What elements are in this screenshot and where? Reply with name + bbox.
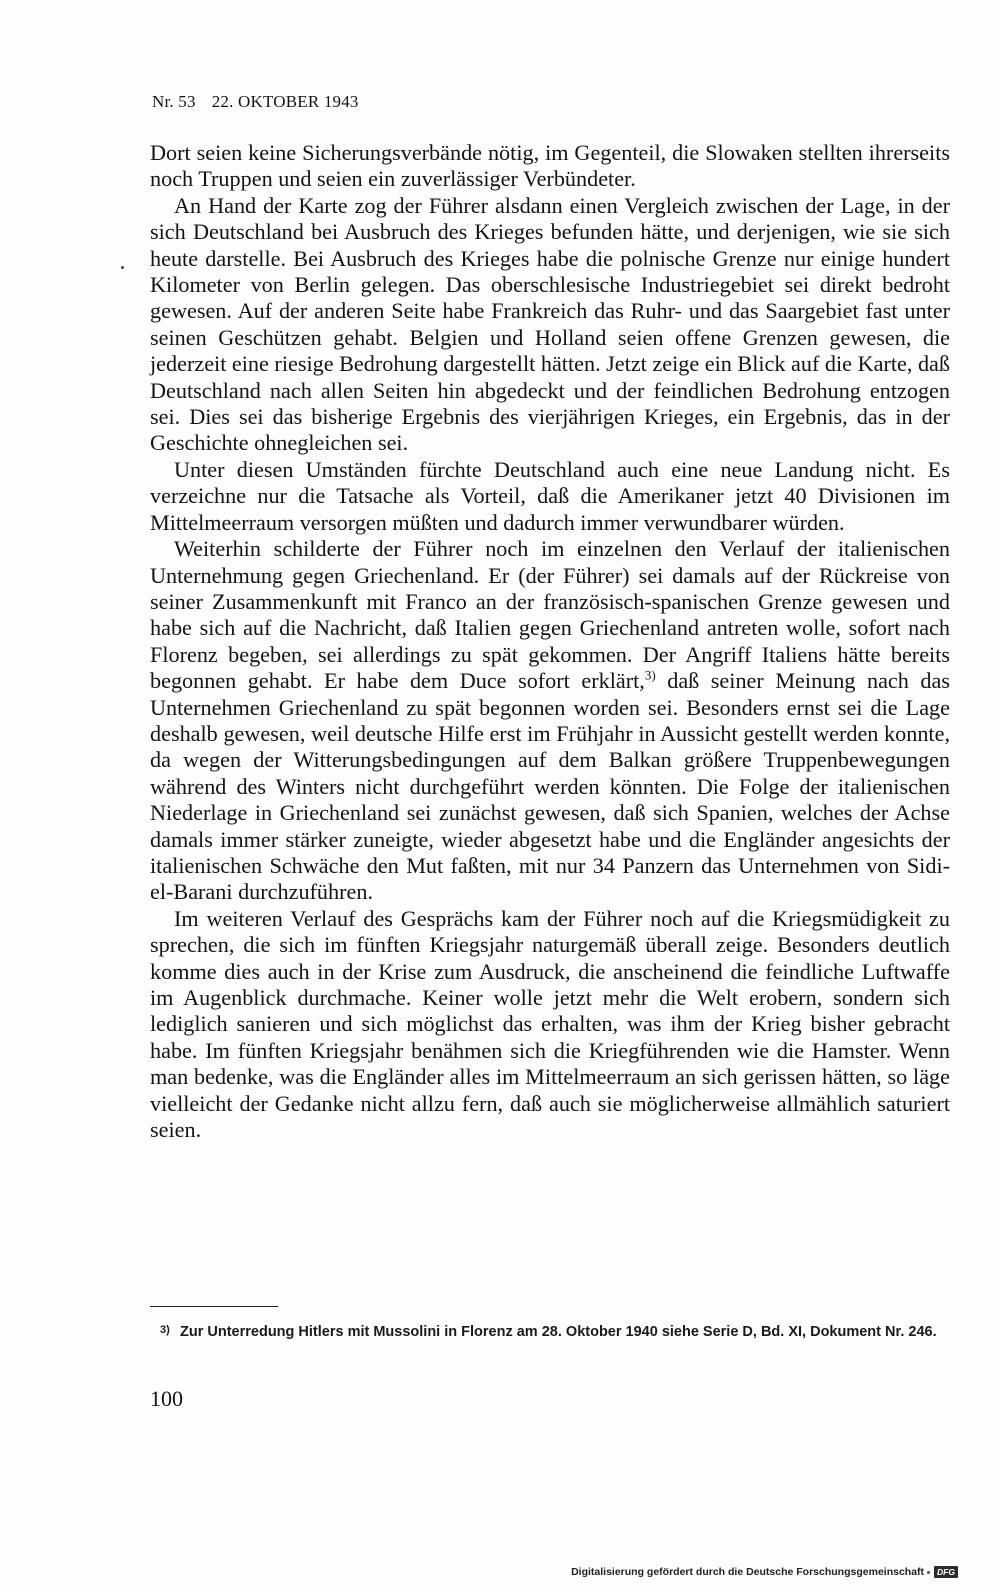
footnote-reference[interactable]: 3): [644, 667, 656, 683]
footnote-mark: 3): [160, 1324, 170, 1336]
footnote-divider: [150, 1306, 278, 1307]
page-number: 100: [150, 1386, 183, 1411]
footnote: [160, 1323, 950, 1341]
footnote-text: Zur Unterredung Hitlers mit Mussolini in Florenz am 28. Oktober 1940 siehe Serie D, Bd. XI, Dokument Nr. 246.: [180, 1324, 937, 1340]
paragraph-4-part-2: daß seiner Meinung nach das Unternehmen Griechenland zu spät begonnen worden sei. Besonders ernst sei die Lage deshalb gewesen, weil deutsche Hilfe erst im Frühjahr in Aussicht gestellt werden konnte, da wegen der Witterungsbedingungen auf dem Balkan größere Truppenbewegungen während des Winters nicht durchgeführt werden könnten. Die Folge der italienischen Niederlage in Griechenland sei zunächst gewesen, daß sich Spanien, welches der Achse damals immer stärker zuneigte, wieder abgesetzt habe und die Engländer angesichts der italienischen Schwäche den Mut faßten, mit nur 34 Panzern das Unternehmen von Sidi-el-Barani durchzuführen.: [150, 668, 950, 905]
paragraph-4-part-1: Weiterhin schilderte der Führer noch im einzelnen den Verlauf der italienischen Unternehmung gegen Griechenland. Er (der Führer) sei damals auf der Rückreise von seiner Zusammenkunft mit Franco an der französisch-spanischen Grenze gewesen und habe sich auf die Nachricht, daß Italien gegen Griechenland antreten wolle, sofort nach Florenz begeben, sei allerdings zu spät gekommen. Der Angriff Italiens hätte bereits begonnen gehabt. Er habe dem Duce sofort erklärt,: [150, 536, 950, 694]
paragraph-1: Dort seien keine Sicherungsverbände nötig, im Gegenteil, die Slowaken stellten ihrerseits noch Truppen und seien ein zuverlässiger Verbündeter.: [150, 140, 950, 192]
paragraph-5: Im weiteren Verlauf des Gesprächs kam der Führer noch auf die Kriegsmüdigkeit zu sprechen, die sich im fünften Kriegsjahr naturgemäß überall zeige. Besonders deutlich komme dies auch in der Krise zum Ausdruck, die anscheinend die feindliche Luftwaffe im Augenblick durchmache. Keiner wolle jetzt mehr die Welt erobern, sondern sich lediglich sanieren und sich möglichst das erhalten, was ihm der Krieg bisher gebracht habe. Im fünften Kriegsjahr benähmen sich die Kriegführenden wie die Hamster. Wenn man bedenke, was die Engländer alles im Mittelmeerraum an sich gerissen hätten, so läge vielleicht der Gedanke nicht allzu fern, daß auch sie möglicherweise allmählich saturiert seien.: [150, 905, 950, 1143]
running-header: [152, 92, 359, 112]
digitization-credit: [571, 1566, 958, 1578]
document-number: Nr. 53: [152, 92, 196, 111]
document-date: 22. OKTOBER 1943: [211, 92, 359, 111]
separator-dot: [927, 1571, 930, 1574]
paragraph-4: [150, 536, 950, 906]
paragraph-2: An Hand der Karte zog der Führer alsdann einen Vergleich zwischen der Lage, in der sich Deutschland bei Ausbruch des Krieges befunden hätte, und derjenigen, wie sie sich heute darstelle. Bei Ausbruch des Krieges habe die polnische Grenze nur einige hundert Kilometer von Berlin gelegen. Das oberschlesische Industriegebiet sei direkt bedroht gewesen. Auf der anderen Seite habe Frankreich das Ruhr- und das Saargebiet fast unter seinen Geschützen gehabt. Belgien und Holland seien offene Grenzen gewesen, die jederzeit eine riesige Bedrohung dargestellt hätten. Jetzt zeige ein Blick auf die Karte, daß Deutschland nach allen Seiten hin abgedeckt und der feindlichen Bedrohung entzogen sei. Dies sei das bisherige Ergebnis des vierjährigen Krieges, ein Ergebnis, das in der Geschichte ohnegleichen sei.: [150, 192, 950, 456]
paragraph-3: Unter diesen Umständen fürchte Deutschland auch eine neue Landung nicht. Es verzeichne nur die Tatsache als Vorteil, daß die Amerikaner jetzt 40 Divisionen im Mittelmeerraum versorgen müßten und dadurch immer verwundbarer würden.: [150, 456, 950, 535]
body-text: [150, 140, 950, 1143]
credit-text: Digitalisierung gefördert durch die Deutsche Forschungsgemeinschaft: [571, 1566, 925, 1578]
scan-speck: [121, 266, 124, 269]
dfg-logo-icon: DFG: [934, 1566, 958, 1578]
